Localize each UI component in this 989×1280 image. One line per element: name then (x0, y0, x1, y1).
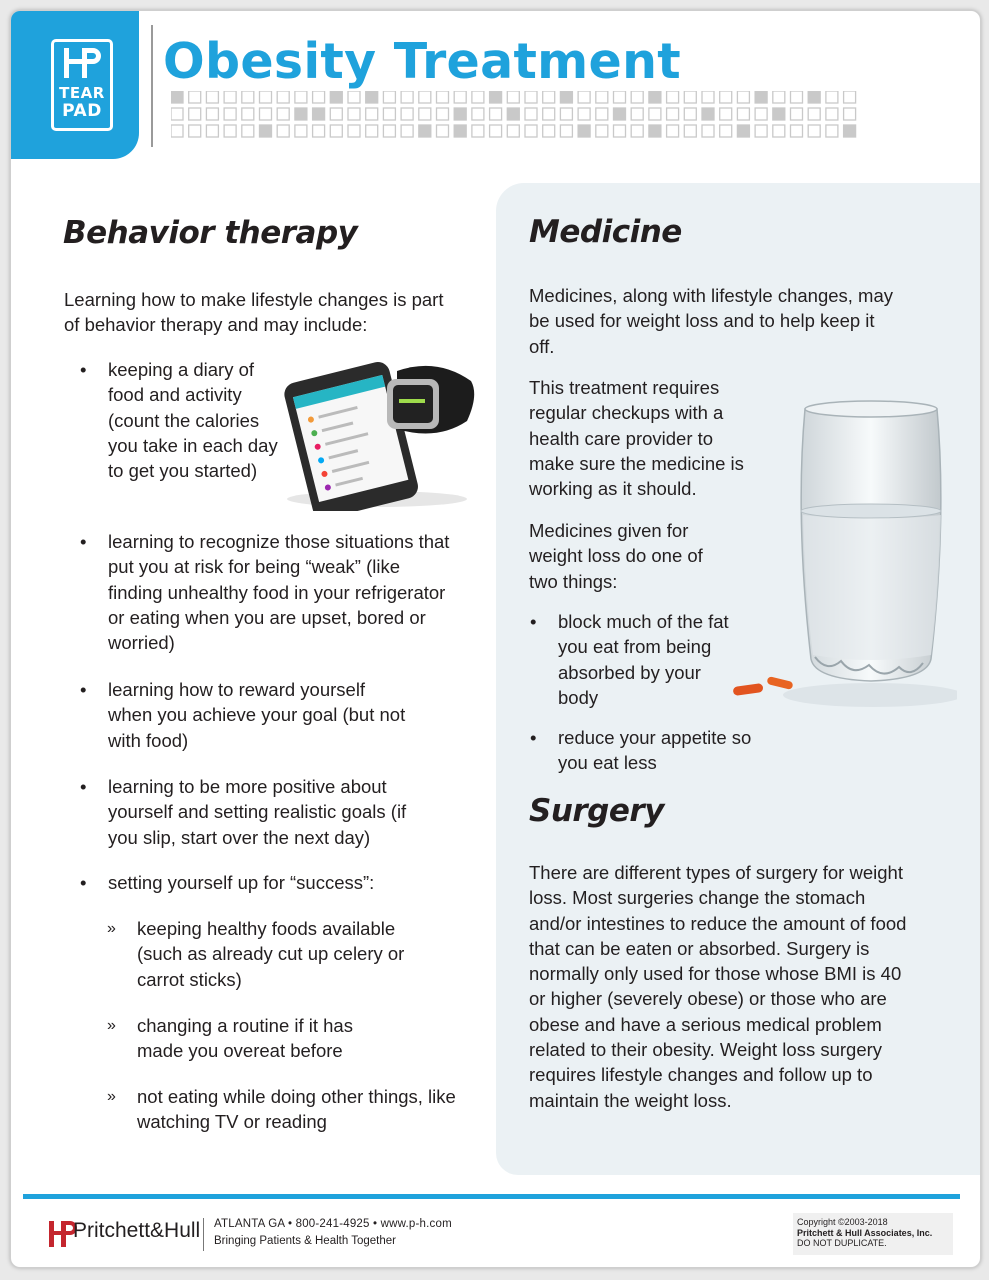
medicine-heading: Medicine (529, 214, 682, 250)
tear-pad-logo (11, 11, 139, 159)
tear-pad-logo-frame (51, 39, 113, 131)
decorative-square-pattern (171, 91, 871, 139)
water-glass-and-pills-image (723, 395, 957, 715)
list-item: • learning how to reward yourself when you achieve your goal (but not with food) (80, 679, 406, 751)
header-divider (151, 25, 153, 147)
ph-mark-icon (60, 46, 104, 82)
sub-list-item: » not eating while doing other things, like watching TV or reading (107, 1086, 456, 1133)
logo-pad-text: PAD (62, 101, 102, 121)
surgery-heading: Surgery (529, 793, 664, 829)
copyright-notice: Copyright ©2003-2018 Pritchett & Hull Associates, Inc. DO NOT DUPLICATE. (793, 1213, 953, 1255)
list-item: • block much of the fat you eat from being absorbed by your body (530, 611, 729, 708)
behavior-therapy-heading: Behavior therapy (63, 215, 358, 251)
list-item: • setting yourself up for “success”: (80, 872, 375, 893)
behavior-intro: Learning how to make lifestyle changes is part of behavior therapy and may include: (64, 289, 444, 336)
surgery-para: There are different types of surgery for weight loss. Most surgeries change the stomach and/or intestines to reduce the amount of food that can be eaten or absorbed. Surgery is normally only used for those whose BMI is 40 or higher (severely obese) or those who are obese and have a serious medical problem related to their obesity. Weight loss surgery requires lifestyle changes and follow up to maintain the weight loss. (529, 862, 907, 1111)
handout-page (10, 10, 981, 1268)
company-name: Pritchett&Hull (73, 1219, 201, 1242)
medicine-para-1: Medicines, along with lifestyle changes, may be used for weight loss and to help keep it off. (529, 285, 894, 357)
sub-list-item: » keeping healthy foods available (such as already cut up celery or carrot sticks) (107, 918, 405, 990)
footer-divider (23, 1194, 960, 1199)
phone-and-fitness-watch-image (277, 349, 477, 511)
page-title: Obesity Treatment (163, 33, 681, 90)
medicine-para-3: Medicines given for weight loss do one of two things: (529, 520, 703, 592)
company-address: ATLANTA GA • 800-241-4925 • www.p-h.com (214, 1218, 452, 1230)
list-item: • reduce your appetite so you eat less (530, 727, 752, 774)
medicine-para-2: This treatment requires regular checkups with a health care provider to make sure the medicine is working as it should. (529, 377, 744, 500)
sub-list-item: » changing a routine if it has made you overeat before (107, 1015, 353, 1062)
list-item: • keeping a diary of food and activity (count the calories you take in each day to get you started) (80, 359, 278, 482)
logo-tear-text: TEAR (59, 84, 105, 102)
list-item: • learning to recognize those situations that put you at risk for being “weak” (like finding unhealthy food in your refrigerator or eating when you are upset, bored or worried) (80, 531, 450, 654)
footer-separator (203, 1218, 204, 1251)
company-tagline: Bringing Patients & Health Together (214, 1235, 396, 1247)
list-item: • learning to be more positive about yourself and setting realistic goals (if you slip, start over the next day) (80, 776, 407, 848)
